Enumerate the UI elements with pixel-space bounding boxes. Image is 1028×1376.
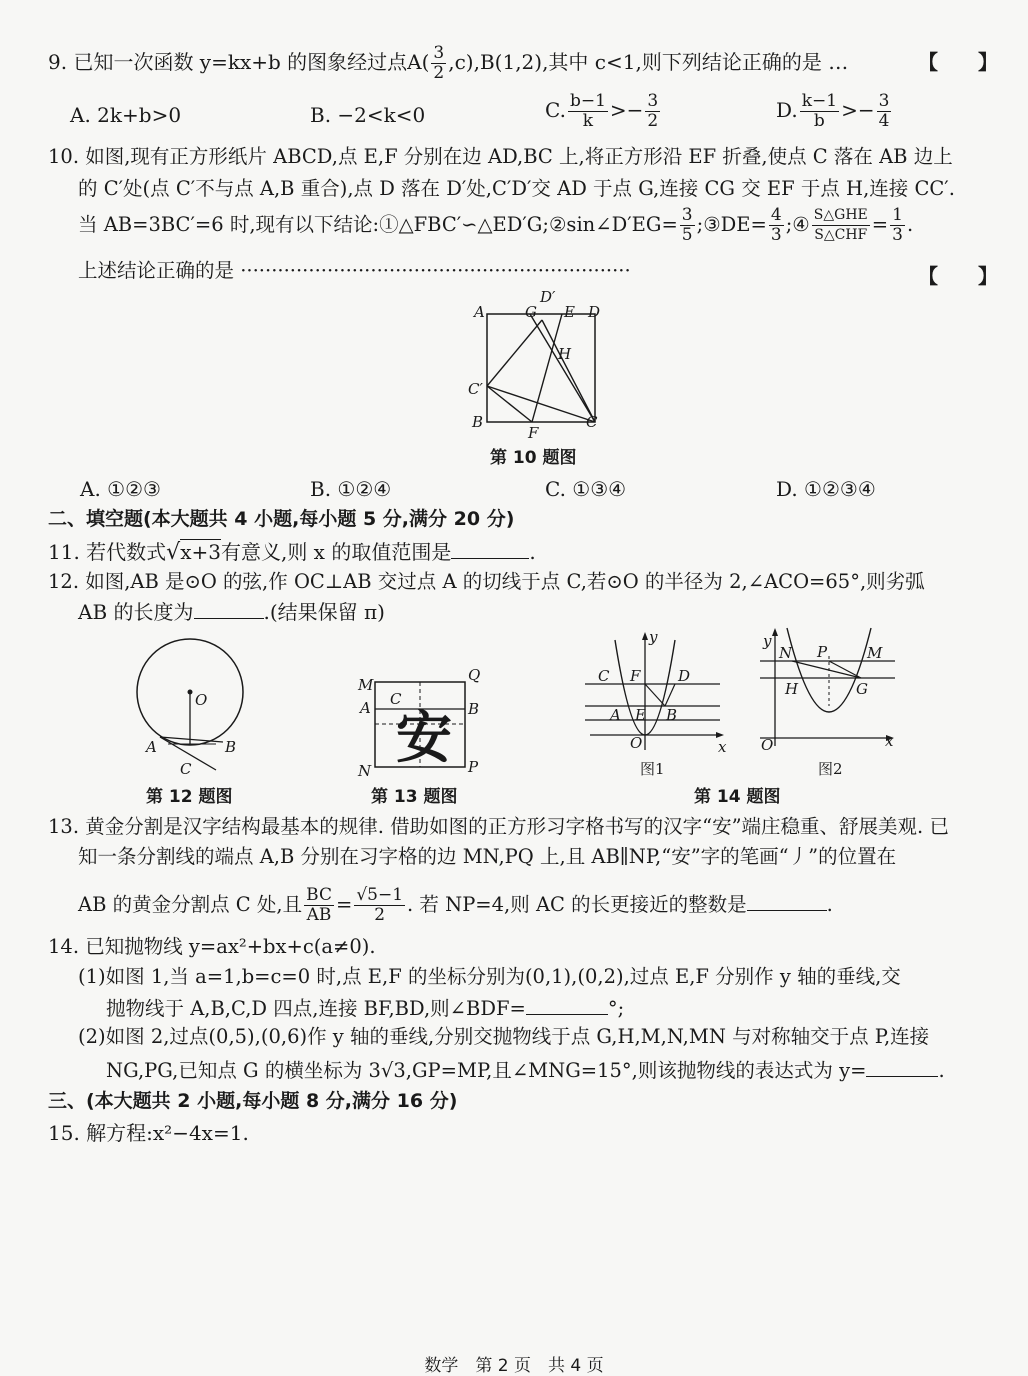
q10-figure-caption: 第 10 题图 (490, 448, 577, 468)
q14-fig1-caption: 图1 (640, 760, 665, 778)
q9-d-frac2 (877, 92, 892, 131)
q10-label-f: F (528, 424, 539, 438)
q13-frac2-den: 2 (374, 905, 386, 925)
q12-figure (128, 632, 253, 780)
q10-text-e: . (906, 213, 914, 236)
q14-fig2-seg-ng (792, 661, 861, 678)
q14-fig1-label-f: F (630, 667, 641, 685)
section-2-heading: 二、填空题(本大题共 4 小题,每小题 5 分,满分 20 分) (48, 508, 515, 530)
q9-c-rel: >− (609, 98, 644, 122)
q13-line-2: 知一条分割线的端点 A,B 分别在习字格的边 MN,PQ 上,且 AB∥NP,“安”字的笔画“丿”的位置在 (78, 845, 897, 868)
q9-answer-bracket: 【 】 (918, 50, 998, 74)
q10-label-a: A (474, 303, 485, 321)
q12-line-1: 12. 如图,AB 是⊙O 的弦,作 OC⊥AB 交过点 A 的切线于点 C,若⊙O 的半径为 2,∠ACO=65°,则劣弧 (48, 570, 925, 593)
q10-line-4: 上述结论正确的是 ······························································· (78, 259, 631, 282)
q11-text-end: . (529, 540, 536, 564)
q13-label-m: M (358, 676, 374, 694)
q9-option-d (776, 92, 893, 131)
q13-frac1-num: BC (306, 885, 332, 905)
q10-frac4-num: 1 (892, 205, 903, 225)
q14-fig1-y-arrow-icon (642, 632, 648, 640)
q11-text-b: 有意义,则 x 的取值范围是 (220, 540, 452, 564)
q10-label-e: E (564, 303, 575, 321)
q9-stem (48, 44, 848, 83)
q13-frac1-den: AB (306, 905, 332, 925)
q9-fraction (431, 44, 446, 83)
q14-fig1-label-d: D (678, 667, 691, 685)
q13-figure (350, 664, 490, 779)
q9-c-num1: b−1 (569, 91, 606, 111)
q10-label-h: H (558, 345, 572, 363)
q10-frac4-den: 3 (892, 225, 903, 245)
q11-stem (48, 538, 536, 566)
q10-frac-1 (680, 206, 695, 245)
q13-label-n: N (358, 762, 372, 779)
q14-part1-line-1: (1)如图 1,当 a=1,b=c=0 时,点 E,F 的坐标分别为(0,1),(0,2),过点 E,F 分别作 y 轴的垂线,交 (78, 965, 901, 988)
q10-label-b: B (472, 413, 484, 431)
q14-fig2-label-m: M (867, 644, 883, 662)
q10-seg-cp-f (487, 386, 532, 422)
q14-fig2-label-y: y (763, 632, 772, 650)
q14-fig1-label-o: O (630, 734, 643, 752)
q10-option-d: D. ①②③④ (776, 477, 876, 501)
q9-d-frac1 (800, 92, 839, 131)
q14-line-1: 14. 已知抛物线 y=ax²+bx+c(a≠0). (48, 935, 376, 958)
q9-text-a: 9. 已知一次函数 y=kx+b 的图象经过点A( (48, 50, 430, 74)
q14-fig2-label-p: P (817, 643, 828, 661)
q14-fig1-label-c: C (598, 667, 610, 685)
q10-label-g: G (525, 303, 537, 321)
q13-label-a: A (360, 699, 371, 717)
q14-part2-answer-blank[interactable] (866, 1056, 938, 1077)
q12-label-o: O (195, 691, 208, 709)
sqrt-symbol-icon: √ (166, 540, 181, 565)
q13-text-b: = (335, 893, 353, 916)
q14-figure-caption: 第 14 题图 (694, 787, 781, 807)
q14-part2-line-1: (2)如图 2,过点(0,5),(0,6)作 y 轴的垂线,分别交抛物线于点 G,H,M,N,MN 与对称轴交于点 P,连接 (78, 1025, 930, 1048)
q14-fig2-y-arrow-icon (772, 628, 778, 636)
q12-text-a: AB 的长度为 (78, 600, 194, 624)
q13-answer-blank[interactable] (747, 890, 827, 911)
q13-frac-2 (354, 886, 405, 925)
q9-c-frac1 (568, 92, 608, 131)
q13-frac2-num: √5−1 (356, 885, 404, 905)
q10-frac2-num: 4 (770, 205, 782, 225)
q12-label-b: B (225, 738, 237, 756)
q10-line-1: 10. 如图,现有正方形纸片 ABCD,点 E,F 分别在边 AD,BC 上,将正方形沿 EF 折叠,使点 C 落在 AB 边上 (48, 145, 953, 168)
q14-part2-text-a: NG,PG,已知点 G 的横坐标为 3√3,GP=MP,且∠MNG=15°,则该抛物线的表达式为 y= (106, 1059, 867, 1082)
q15-stem: 15. 解方程:x²−4x=1. (48, 1121, 249, 1145)
q14-part2-text-b: . (938, 1059, 945, 1082)
q10-option-a: A. ①②③ (80, 477, 161, 501)
q9-d-den1: b (813, 111, 825, 131)
q12-label-c: C (180, 760, 192, 778)
q9-frac-den: 2 (433, 63, 445, 83)
q9-frac-num: 3 (433, 43, 445, 63)
q10-label-dprime: D′ (540, 288, 556, 306)
q10-answer-bracket: 【 】 (918, 264, 998, 288)
q9-c-frac2 (645, 92, 660, 131)
q13-line-3 (78, 886, 833, 925)
q11-answer-blank[interactable] (451, 538, 529, 559)
q14-part1-text-b: °; (607, 997, 625, 1020)
q12-figure-caption: 第 12 题图 (146, 787, 233, 807)
q14-fig2-label-x: x (885, 732, 894, 750)
q14-fig2-label-o: O (761, 736, 774, 754)
q13-label-q: Q (468, 666, 481, 684)
q10-text-d: = (871, 213, 889, 236)
q13-label-b: B (468, 700, 480, 718)
q10-label-cprime: C′ (468, 380, 483, 398)
q13-text-a: AB 的黄金分割点 C 处,且 (78, 893, 303, 916)
q10-line-3 (78, 206, 913, 245)
q10-seg-g-c (530, 314, 595, 422)
q9-c-den1: k (582, 111, 594, 131)
q10-frac-2 (769, 206, 784, 245)
q14-fig1-seg-bf (645, 684, 665, 706)
q14-fig1-label-y: y (649, 630, 658, 646)
q14-fig2-caption: 图2 (818, 760, 843, 778)
q13-label-c: C (390, 690, 402, 708)
q14-fig2-seg-pg (829, 661, 861, 678)
q10-figure (462, 286, 612, 438)
q14-fig2-label-g: G (856, 680, 868, 698)
q14-fig2-label-h: H (785, 680, 799, 698)
q14-figure-1 (580, 630, 730, 760)
q10-option-c: C. ①③④ (545, 477, 627, 501)
q10-text-c: ;④ (785, 213, 810, 236)
q13-character: 安 (396, 706, 452, 771)
q14-part1-answer-blank[interactable] (526, 994, 608, 1015)
q10-label-c: C (586, 413, 598, 431)
q10-frac3-num: S△GHE (812, 206, 870, 226)
q13-label-p: P (468, 758, 479, 776)
section-3-heading: 三、(本大题共 2 小题,每小题 8 分,满分 16 分) (48, 1090, 458, 1112)
q14-fig1-label-e: E (635, 706, 646, 724)
q9-d-num2: 3 (878, 91, 890, 111)
q9-text-b: ,c),B(1,2),其中 c<1,则下列结论正确的是 … (448, 50, 849, 74)
q9-option-a: A. 2k+b>0 (70, 103, 182, 127)
q10-text-b: ;③DE= (696, 213, 767, 236)
q10-label-d: D (588, 303, 601, 321)
q10-frac2-den: 3 (770, 225, 782, 245)
q9-d-prefix: D. (776, 98, 798, 122)
q10-frac3-den: S△CHF (814, 227, 868, 243)
q10-option-b: B. ①②④ (310, 477, 392, 501)
q10-frac1-den: 5 (681, 225, 693, 245)
q9-d-den2: 4 (878, 111, 890, 131)
q14-fig2-label-n: N (779, 644, 793, 662)
q14-figure-2 (755, 626, 900, 756)
q10-frac-3 (812, 206, 870, 245)
q10-frac-4 (890, 206, 905, 245)
q14-fig1-label-a: A (610, 706, 621, 724)
q12-line-2 (78, 598, 385, 625)
q9-c-prefix: C. (545, 98, 566, 122)
q13-text-d: . (826, 893, 833, 916)
q9-c-den2: 2 (647, 111, 659, 131)
q11-radicand: x+3 (180, 540, 221, 564)
q9-c-num2: 3 (647, 91, 659, 111)
q13-line-1: 13. 黄金分割是汉字结构最基本的规律. 借助如图的正方形习字格书写的汉字“安”端庄稳重、舒展美观. 已 (48, 815, 949, 838)
q9-d-rel: >− (841, 98, 875, 122)
page-footer: 数学 第 2 页 共 4 页 (424, 1356, 604, 1376)
q14-fig1-label-b: B (666, 706, 678, 724)
q13-frac-1 (304, 886, 334, 925)
q10-seg-cp-dp (487, 320, 542, 386)
q10-frac1-num: 3 (681, 205, 693, 225)
q10-line-2: 的 C′处(点 C′不与点 A,B 重合),点 D 落在 D′处,C′D′交 AD 于点 G,连接 CG 交 EF 于点 H,连接 CC′. (78, 177, 955, 200)
q9-option-c (545, 92, 662, 131)
q9-option-b: B. −2<k<0 (310, 103, 426, 127)
q13-figure-caption: 第 13 题图 (371, 787, 458, 807)
q14-fig1-label-x: x (718, 738, 727, 756)
q12-text-b: .(结果保留 π) (263, 600, 385, 624)
q11-text-a: 11. 若代数式 (48, 540, 167, 564)
q9-d-num1: k−1 (801, 91, 838, 111)
q10-text-a: 当 AB=3BC′=6 时,现有以下结论:①△FBC′∽△ED′G;②sin∠D′EG= (78, 213, 678, 236)
q14-part2-line-2 (106, 1056, 945, 1084)
q13-text-c: . 若 NP=4,则 AC 的长更接近的整数是 (407, 893, 747, 916)
q14-part1-line-2 (106, 994, 624, 1022)
q10-square (487, 314, 595, 422)
q12-answer-blank[interactable] (194, 598, 264, 619)
q14-part1-text-a: 抛物线于 A,B,C,D 四点,连接 BF,BD,则∠BDF= (106, 997, 526, 1020)
q12-label-a: A (146, 738, 157, 756)
